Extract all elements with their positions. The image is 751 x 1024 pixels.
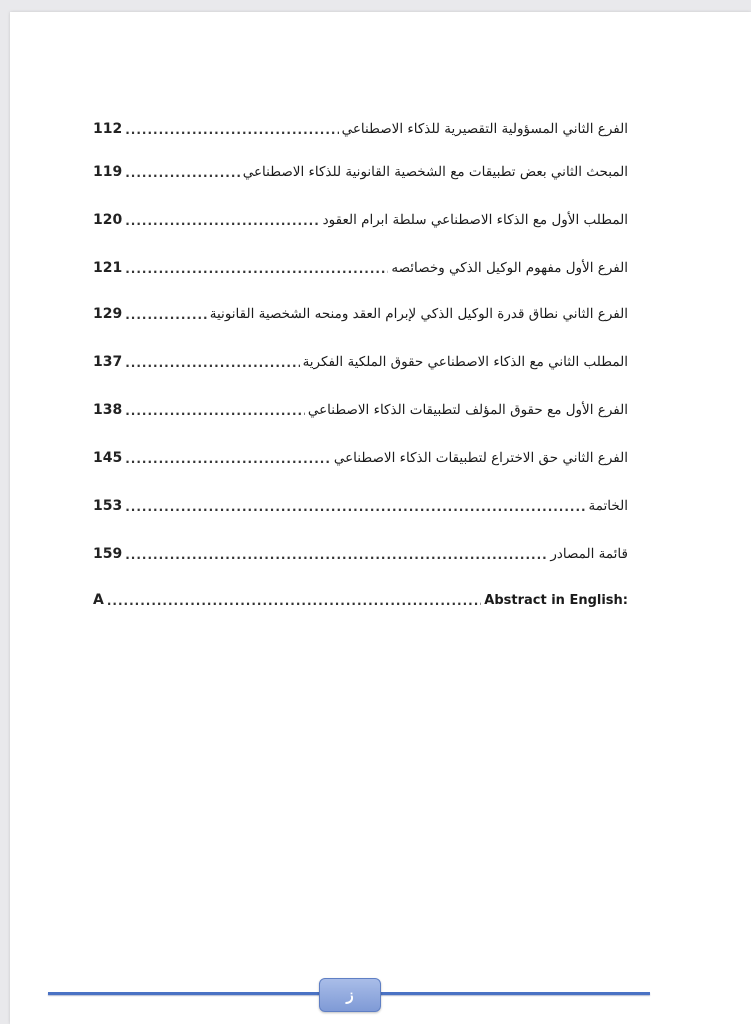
toc-page-number: 159 <box>93 546 123 562</box>
toc-page-number: 120 <box>93 212 123 228</box>
toc-entry-title: الفرع الأول مفهوم الوكيل الذكي وخصائصه <box>391 260 628 276</box>
toc-entry <box>93 396 628 418</box>
toc-leader-dots <box>125 500 585 514</box>
toc-entry <box>93 540 628 562</box>
toc-leader-dots <box>107 594 481 608</box>
toc-entry <box>93 348 628 370</box>
toc-entry-title: الفرع الأول مع حقوق المؤلف لتطبيقات الذكاء الاصطناعي <box>307 402 628 418</box>
toc-entry-title: الفرع الثاني حق الاختراع لتطبيقات الذكاء الاصطناعي <box>333 450 628 466</box>
toc-leader-dots <box>125 166 240 180</box>
toc-page-number: 153 <box>93 498 123 514</box>
toc-entry-title: المبحث الثاني بعض تطبيقات مع الشخصية القانونية للذكاء الاصطناعي <box>242 164 628 180</box>
toc-page-number: 119 <box>93 164 123 180</box>
toc-leader-dots <box>125 123 338 137</box>
toc-page-number: 121 <box>93 260 123 276</box>
toc-entry <box>93 254 628 276</box>
toc-leader-dots <box>125 308 207 322</box>
toc-leader-dots <box>125 404 305 418</box>
toc-entry-title: قائمة المصادر <box>550 546 628 562</box>
toc-entry-title: الفرع الثاني نطاق قدرة الوكيل الذكي لإبرام العقد ومنحه الشخصية القانونية <box>209 306 628 322</box>
toc-page-number: 112 <box>93 121 123 137</box>
toc-leader-dots <box>125 452 331 466</box>
document-page <box>10 12 751 1024</box>
toc-leader-dots <box>125 262 388 276</box>
toc-entry <box>93 586 628 608</box>
toc-entry <box>93 158 628 180</box>
toc-entry <box>93 300 628 322</box>
toc-leader-dots <box>125 214 319 228</box>
toc-page-number: A <box>93 592 104 608</box>
toc-entry-title: المطلب الثاني مع الذكاء الاصطناعي حقوق الملكية الفكرية <box>302 354 628 370</box>
toc-page-number: 137 <box>93 354 123 370</box>
toc-entry-title: الفرع الثاني المسؤولية التقصيرية للذكاء الاصطناعي <box>341 121 628 137</box>
toc-entry-title: المطلب الأول مع الذكاء الاصطناعي سلطة ابرام العقود <box>322 212 628 228</box>
page-number-badge: ز <box>319 978 381 1012</box>
toc-entry <box>93 492 628 514</box>
toc-entry-title: Abstract in English: <box>484 593 628 608</box>
toc-entry-title: الخاتمة <box>588 498 628 514</box>
toc-entry <box>93 115 628 137</box>
toc-page-number: 129 <box>93 306 123 322</box>
toc-page-number: 138 <box>93 402 123 418</box>
toc-page-number: 145 <box>93 450 123 466</box>
toc-leader-dots <box>125 548 547 562</box>
toc-leader-dots <box>125 356 299 370</box>
toc-entry <box>93 444 628 466</box>
toc-entry <box>93 206 628 228</box>
